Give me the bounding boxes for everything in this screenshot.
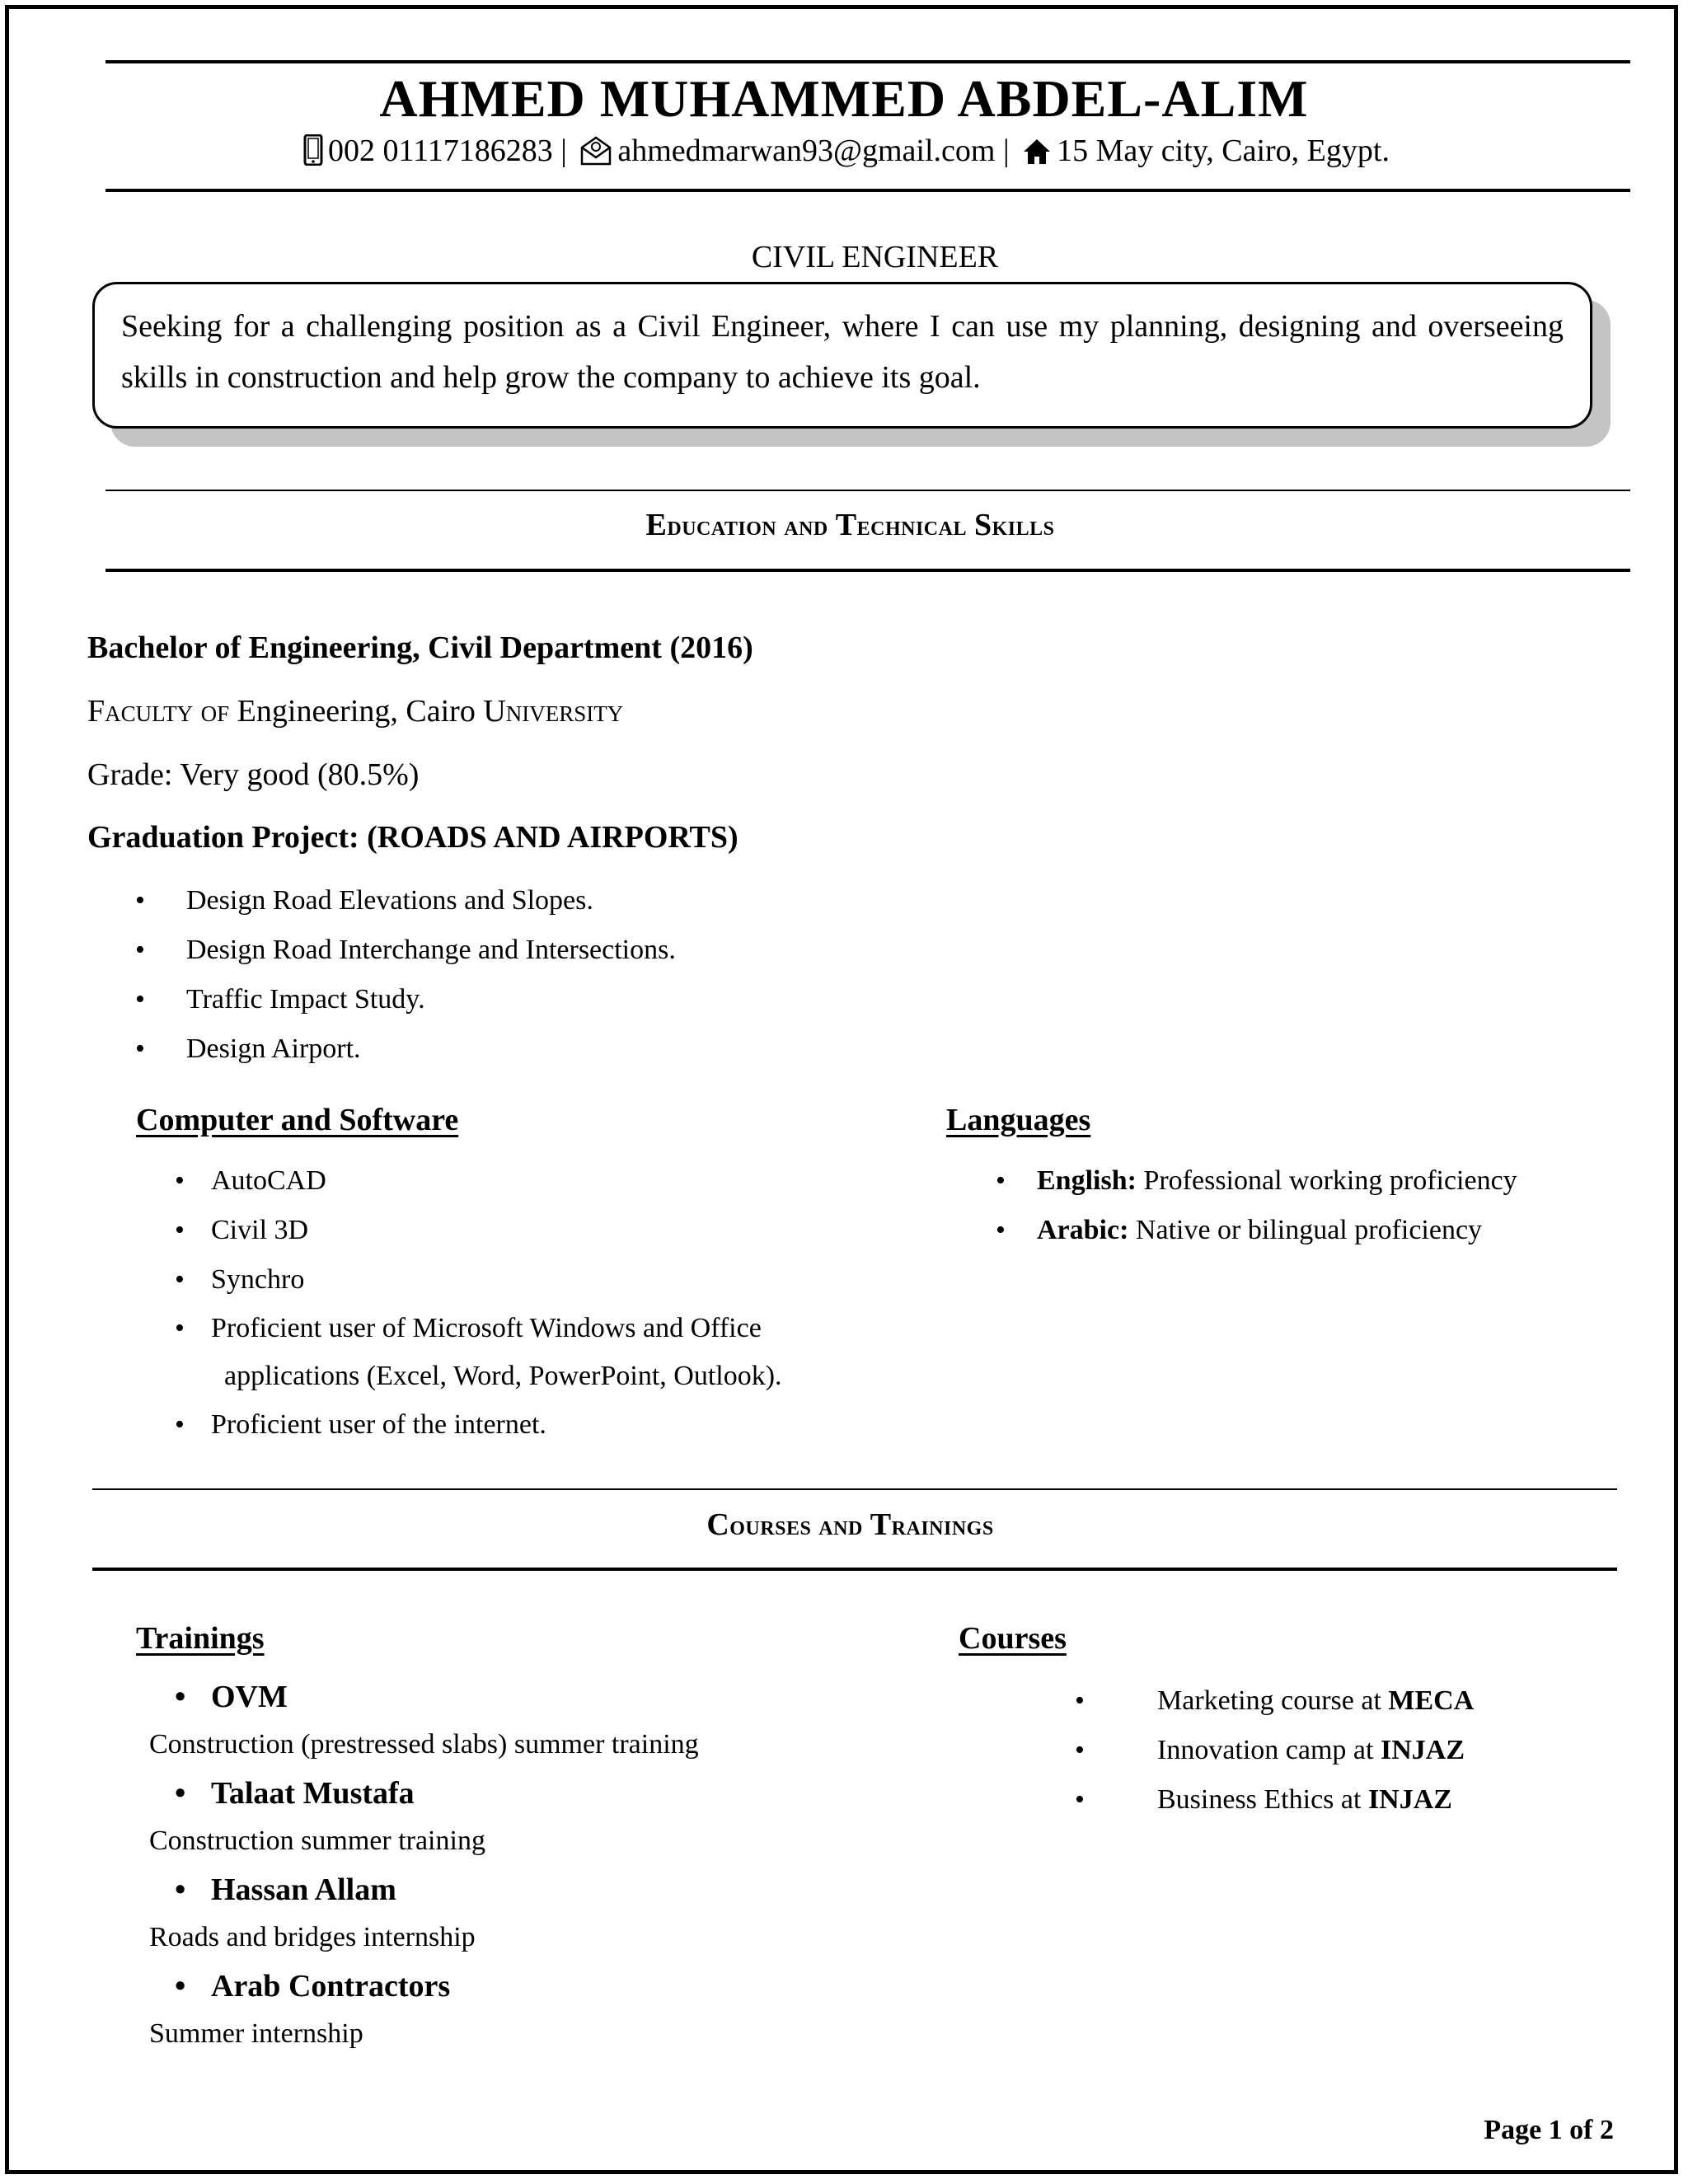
- course-org: MECA: [1388, 1685, 1475, 1716]
- graduation-project-title: Graduation Project: (ROADS AND AIRPORTS): [87, 820, 738, 855]
- list-item: [135, 926, 676, 975]
- language-level: Native or bilingual proficiency: [1128, 1215, 1483, 1245]
- list-item: [135, 975, 676, 1024]
- courses-heading: Courses: [959, 1621, 1067, 1656]
- courses-top-rule: [92, 1488, 1617, 1490]
- bullet-icon: •: [135, 885, 145, 916]
- header-top-rule: [106, 60, 1630, 63]
- training-org: OVM: [211, 1680, 288, 1714]
- list-item-text: Proficient user of the internet.: [211, 1409, 546, 1440]
- course-name: Innovation camp at: [1157, 1735, 1381, 1765]
- course-org: INJAZ: [1380, 1735, 1465, 1765]
- list-item: [1075, 1676, 1475, 1726]
- list-item-text: AutoCAD: [211, 1165, 326, 1196]
- languages-heading: Languages: [946, 1103, 1091, 1137]
- list-item: [175, 1156, 782, 1206]
- list-item: [175, 1305, 782, 1400]
- training-desc: Summer internship: [149, 2018, 363, 2049]
- bullet-icon: •: [135, 1033, 145, 1064]
- list-item-text: Design Airport.: [186, 1033, 361, 1064]
- email-address: ahmedmarwan93@gmail.com: [617, 134, 996, 168]
- bullet-icon: •: [175, 1969, 186, 2004]
- bullet-icon: •: [996, 1165, 1006, 1196]
- graduation-project-list: [135, 876, 676, 1074]
- list-item: [175, 1400, 782, 1450]
- job-title: CIVIL ENGINEER: [751, 240, 999, 274]
- courses-section-title: Courses and Trainings: [706, 1507, 994, 1542]
- header-bottom-rule: [106, 189, 1630, 192]
- training-desc: Construction summer training: [149, 1825, 485, 1856]
- list-item-text: Design Road Elevations and Slopes.: [186, 885, 593, 916]
- faculty-label: Faculty of: [87, 694, 230, 729]
- education-section-title: Education and Technical Skills: [645, 508, 1055, 542]
- list-item-text: Design Road Interchange and Intersections.: [186, 935, 676, 965]
- training-desc: Roads and bridges internship: [149, 1922, 476, 1952]
- bullet-icon: •: [175, 1409, 185, 1440]
- training-desc: Construction (prestressed slabs) summer training: [149, 1729, 699, 1760]
- bullet-icon: •: [1075, 1685, 1085, 1716]
- bullet-icon: •: [135, 984, 145, 1015]
- faculty-name: Engineering: [229, 694, 391, 729]
- bullet-icon: •: [175, 1872, 186, 1907]
- courses-bottom-rule: [92, 1568, 1617, 1571]
- university-label: University: [483, 694, 624, 729]
- training-org: Talaat Mustafa: [211, 1776, 415, 1811]
- list-item-text: Civil 3D: [211, 1215, 309, 1245]
- bullet-icon: •: [175, 1165, 185, 1196]
- bullet-icon: •: [175, 1215, 185, 1245]
- list-item-text: Traffic Impact Study.: [186, 984, 425, 1015]
- course-name: Business Ethics at: [1157, 1784, 1368, 1815]
- bullet-icon: •: [1075, 1784, 1085, 1815]
- course-name: Marketing course at: [1157, 1685, 1389, 1716]
- list-item: [1075, 1726, 1474, 1775]
- language-name: English:: [1037, 1165, 1137, 1196]
- contact-line: [0, 128, 1688, 179]
- bullet-icon: •: [175, 1680, 186, 1714]
- bullet-icon: •: [1075, 1735, 1085, 1765]
- language-level: Professional working proficiency: [1136, 1165, 1517, 1196]
- list-item-text-continued: applications (Excel, Word, PowerPoint, Outlook).: [224, 1361, 782, 1391]
- contact-separator: |: [560, 134, 567, 168]
- university-name: , Cairo: [390, 694, 484, 729]
- list-item: [996, 1156, 1517, 1206]
- course-org: INJAZ: [1367, 1784, 1452, 1815]
- trainings-heading: Trainings: [136, 1621, 265, 1656]
- faculty: [87, 691, 623, 732]
- list-item-text: Synchro: [211, 1264, 305, 1295]
- page-number: Page 1 of 2: [1484, 2115, 1614, 2145]
- phone-icon: [303, 133, 323, 179]
- software-heading: Computer and Software: [136, 1103, 459, 1137]
- bullet-icon: •: [175, 1313, 185, 1343]
- list-item: [175, 1206, 782, 1255]
- languages-list: [996, 1156, 1517, 1255]
- degree: Bachelor of Engineering, Civil Department (2016): [87, 630, 753, 665]
- objective-box: Seeking for a challenging position as a Civil Engineer, where I can use my planning, designing and overseeing skills in construction and help grow the company to achieve its goal.: [92, 282, 1592, 429]
- candidate-name: AHMED MUHAMMED ABDEL-ALIM: [379, 69, 1309, 128]
- software-list: [175, 1156, 782, 1450]
- contact-separator: |: [1002, 134, 1010, 168]
- language-name: Arabic:: [1037, 1215, 1129, 1245]
- list-item: [135, 876, 676, 926]
- home-icon: [1022, 133, 1052, 179]
- home-address: 15 May city, Cairo, Egypt.: [1057, 134, 1390, 168]
- bullet-icon: •: [996, 1215, 1006, 1245]
- bullet-icon: •: [135, 935, 145, 965]
- training-org: Hassan Allam: [211, 1872, 396, 1907]
- education-bottom-rule: [106, 569, 1630, 572]
- grade: Grade: Very good (80.5%): [87, 757, 420, 792]
- email-icon: [579, 133, 612, 179]
- list-item: [1075, 1775, 1474, 1825]
- courses-list: [1075, 1676, 1475, 1825]
- bullet-icon: •: [175, 1264, 185, 1295]
- training-org: Arab Contractors: [211, 1969, 451, 2004]
- education-top-rule: [106, 490, 1630, 491]
- list-item: [175, 1255, 782, 1305]
- list-item-text: Proficient user of Microsoft Windows and Office: [211, 1313, 762, 1343]
- phone-number: 002 01117186283: [328, 134, 553, 168]
- list-item: [135, 1024, 676, 1074]
- list-item: [996, 1206, 1517, 1255]
- bullet-icon: •: [175, 1776, 186, 1811]
